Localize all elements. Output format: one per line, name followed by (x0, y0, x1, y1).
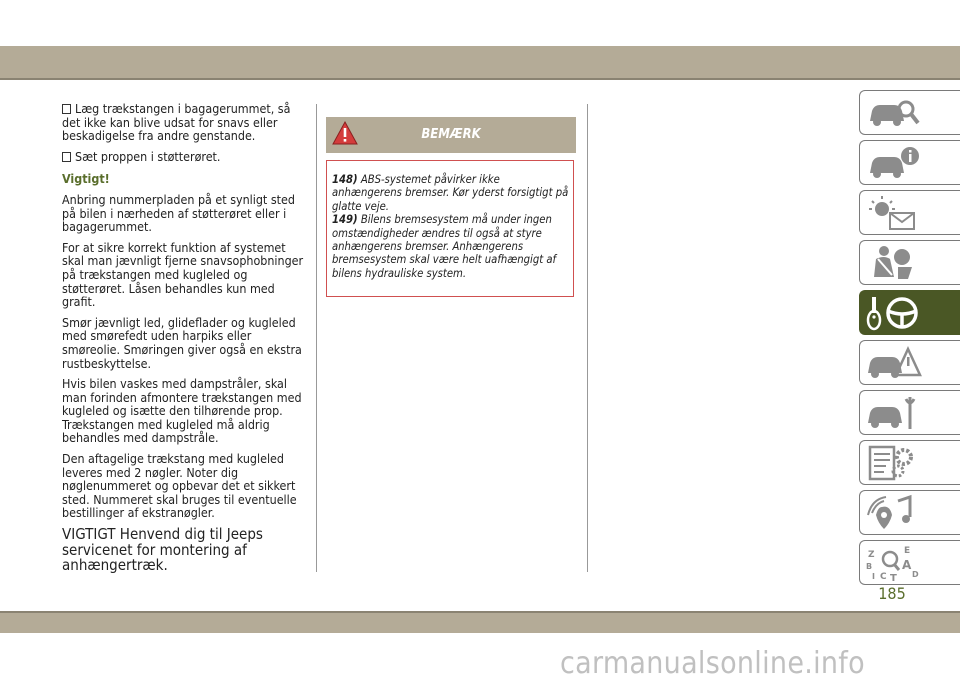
note-text: ABS-systemet påvirker ikke anhængerens bremser. Kør yderst forsigtigt på glatte veje. (332, 173, 569, 213)
bullet-list (62, 102, 310, 163)
car-info-icon (864, 143, 924, 183)
tab-starting-driving[interactable] (859, 290, 960, 335)
bullet-text: Læg trækstangen i bagagerummet, så det ikke kan blive udsat for snavs eller beskadigelse fra andre genstande. (62, 101, 291, 144)
tab-car-info[interactable] (859, 140, 960, 185)
important-notice: VIGTIGT Henvend dig til Jeeps servicenet for montering af anhængertræk. (62, 525, 263, 575)
car-search-icon (864, 93, 924, 133)
svg-text:C: C (880, 572, 887, 582)
footer-band (0, 613, 960, 633)
tab-emergency[interactable] (859, 340, 960, 385)
header-rule (0, 78, 960, 80)
page-number: 185 (878, 584, 906, 603)
note-item (332, 213, 569, 280)
svg-text:E: E (904, 546, 911, 556)
checkbox-icon (62, 104, 71, 114)
svg-text:A: A (902, 558, 912, 572)
warning-triangle-icon (332, 120, 358, 146)
tab-car-search[interactable] (859, 90, 960, 135)
note-item (332, 173, 569, 213)
note-number: 148) (332, 173, 358, 186)
paragraph: For at sikre korrekt funktion af systemet skal man jævnligt fjerne snavsophobninger på trækstangen med kugleled og støtterøret. Låsen behandles kun med grafit. (62, 239, 304, 310)
bullet-text: Sæt proppen i støtterøret. (75, 148, 221, 164)
column-divider (316, 104, 317, 572)
note-title: BEMÆRK (421, 127, 481, 142)
bullet-item (62, 102, 310, 143)
note-box (326, 160, 574, 297)
tab-multimedia[interactable] (859, 490, 960, 535)
watermark: carmanualsonline.info (560, 646, 865, 681)
column-divider (587, 104, 588, 572)
car-maintenance-icon (864, 393, 924, 433)
left-column (62, 102, 310, 581)
paragraph: Hvis bilen vaskes med dampstråler, skal man forinden afmontere trækstangen med kugleled og isætte den tilhørende prop. Trækstangen med kugleled må aldrig behandles med dampstråle. (62, 376, 302, 446)
svg-text:Z: Z (868, 550, 875, 560)
paragraph: Den aftagelige trækstang med kugleled leveres med 2 nøgler. Noter dig nøglenummeret og opbevar det et sikkert sted. Nummeret skal bruges til eventuelle bestillinger af ekstranøgler. (62, 451, 297, 521)
multimedia-icon (864, 493, 924, 533)
svg-text:I: I (872, 572, 875, 581)
technical-data-icon (864, 443, 924, 483)
bullet-item (62, 150, 310, 164)
tab-maintenance[interactable] (859, 390, 960, 435)
svg-text:T: T (890, 573, 897, 583)
svg-text:D: D (912, 570, 919, 579)
svg-text:B: B (866, 562, 873, 571)
note-number: 149) (332, 213, 358, 227)
header-band (0, 46, 960, 78)
note-header (326, 117, 576, 153)
paragraph: Smør jævnligt led, glideflader og kugleled med smørefedt uden harpiks eller smøreolie. Smøringen giver også en ekstra rustbeskyttelse. (62, 314, 302, 371)
section-heading: Vigtigt! (62, 171, 110, 187)
index-icon (864, 543, 924, 583)
tab-technical-data[interactable] (859, 440, 960, 485)
checkbox-icon (62, 152, 71, 162)
safety-belt-airbag-icon (864, 243, 924, 283)
warning-light-message-icon (864, 193, 924, 233)
tab-warning-lights[interactable] (859, 190, 960, 235)
tab-safety[interactable] (859, 240, 960, 285)
note-text: Bilens bremsesystem må under ingen omstændigheder ændres til også at styre anhængerens bremser. Anhængerens bremsesystem skal være helt uafhængigt af bilens hydrauliske system. (332, 213, 557, 280)
key-steering-wheel-icon (864, 293, 924, 333)
car-emergency-icon (864, 343, 924, 383)
tab-index[interactable] (859, 540, 960, 585)
paragraph: Anbring nummerpladen på et synligt sted på bilen i nærheden af støtterøret eller i bagagerummet. (62, 191, 295, 235)
